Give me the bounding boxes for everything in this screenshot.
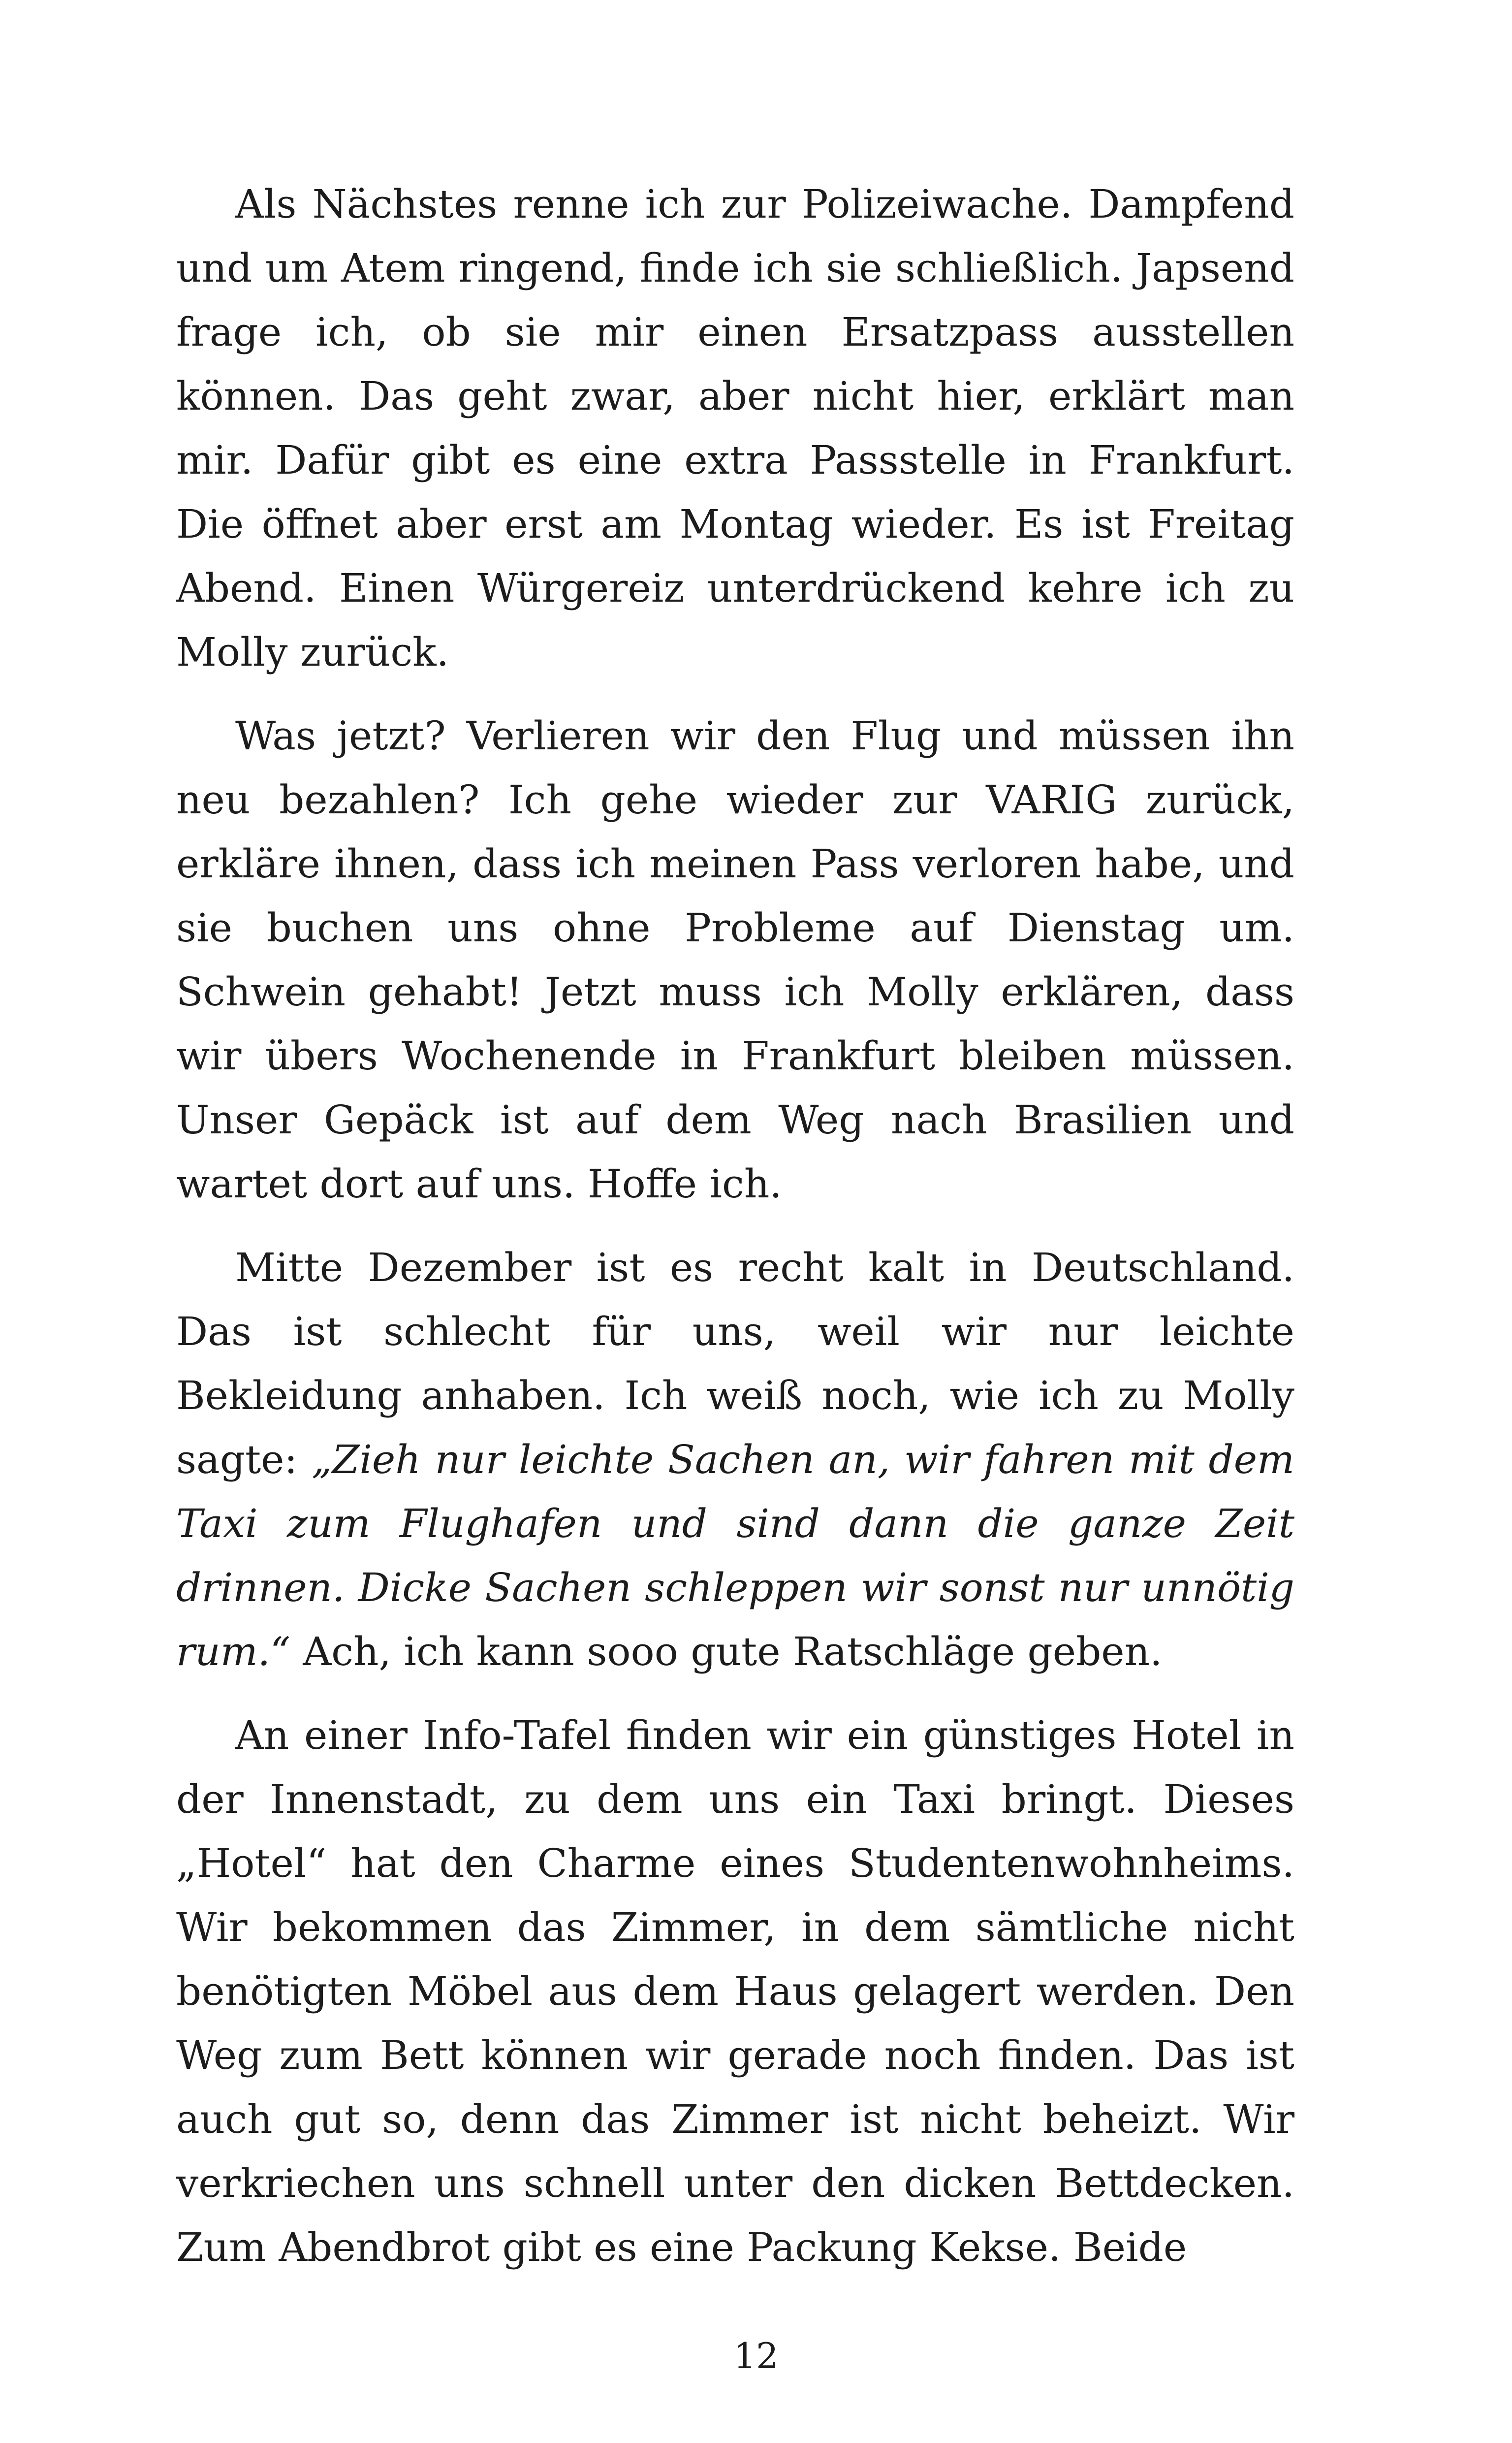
paragraph-2: Was jetzt? Verlieren wir den Flug und müssen ihn neu bezahlen? Ich gehe wieder zur VARIG zurück, erkläre ihnen, dass ich meinen Pass verloren habe, und sie buchen uns ohne Probleme auf Dienstag um. Schwein gehabt! Jetzt muss ich Molly erklären, dass wir übers Wochenende in Frankfurt bleiben müssen. Unser Gepäck ist auf dem Weg nach Brasilien und wartet dort auf uns. Hoffe ich. (176, 713, 1294, 1207)
page-number: 12 (733, 2335, 779, 2377)
paragraph-1: Als Nächstes renne ich zur Polizeiwache. Dampfend und um Atem ringend, finde ich sie schließlich. Japsend frage ich, ob sie mir einen Ersatzpass ausstellen können. Das geht zwar, aber nicht hier, erklärt man mir. Dafür gibt es eine extra Passstelle in Frankfurt. Die öffnet aber erst am Montag wieder. Es ist Freitag Abend. Einen Würgereiz unterdrückend kehre ich zu Molly zurück. (176, 181, 1294, 675)
paragraph-3-quote: „Zieh nur leichte Sachen an, wir fahren mit dem Taxi zum Flughafen und sind dann die ganze Zeit drinnen. Dicke Sachen schleppen wir sonst nur unnötig rum.“ (176, 1437, 1295, 1674)
paragraph-3-text-before: Mitte Dezember ist es recht kalt in Deutschland. Das ist schlecht für uns, weil wir nur leichte Bekleidung anhaben. Ich weiß noch, wie ich zu Molly sagte: (176, 1245, 1294, 1482)
paragraph-4: An einer Info-Tafel finden wir ein günstiges Hotel in der Innenstadt, zu dem uns ein Taxi bringt. Dieses „Hotel“ hat den Charme eines Studentenwohnheims. Wir bekommen das Zimmer, in dem sämtliche nicht benötigten Möbel aus dem Haus gelagert werden. Den Weg zum Bett können wir gerade noch finden. Das ist auch gut so, denn das Zimmer ist nicht beheizt. Wir verkriechen uns schnell unter den dicken Bettdecken. Zum Abendbrot gibt es eine Packung Kekse. Beide (176, 1712, 1294, 2270)
body-text (176, 172, 1294, 2299)
paragraph-3-text-after: Ach, ich kann sooo gute Ratschläge geben. (290, 1629, 1163, 1674)
paragraph-3 (176, 1236, 1294, 1684)
